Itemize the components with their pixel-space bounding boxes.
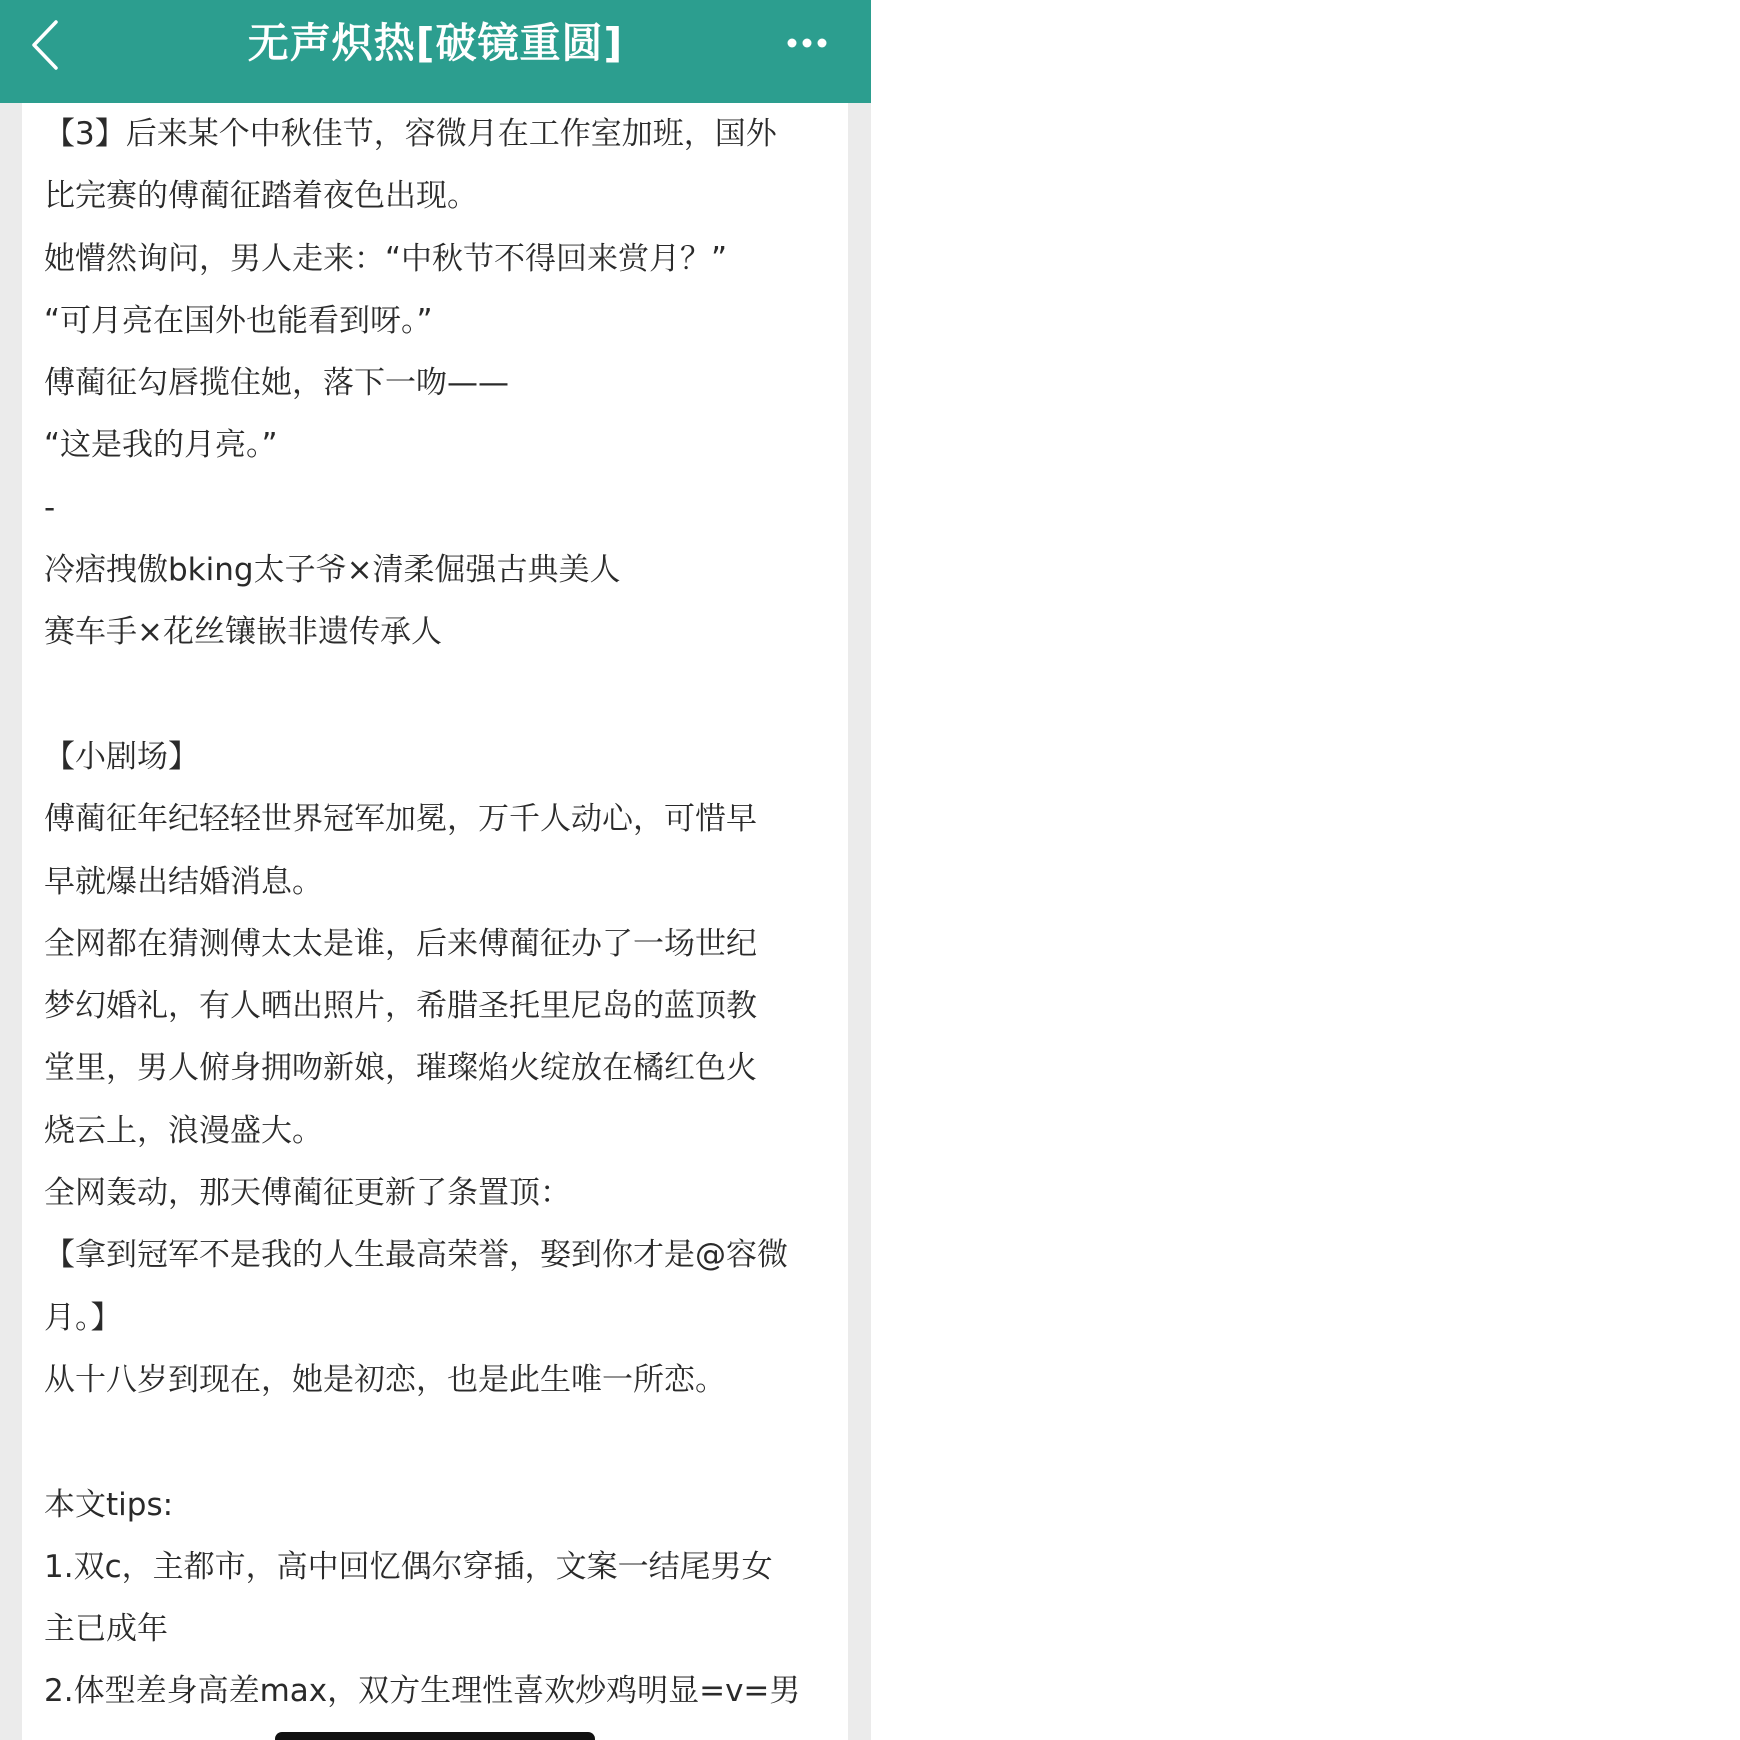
text-line: 全网都在猜测傅太太是谁，后来傅蔺征办了一场世纪 bbox=[44, 925, 757, 962]
text-line: 傅蔺征年纪轻轻世界冠军加冕，万千人动心，可惜早 bbox=[44, 801, 757, 838]
text-line: 冷痞拽傲bking太子爷×清柔倔强古典美人 bbox=[44, 552, 621, 589]
text-line: 2.体型差身高差max，双方生理性喜欢炒鸡明显=v=男 bbox=[44, 1673, 801, 1710]
article-content bbox=[22, 103, 848, 1740]
text-line: 【拿到冠军不是我的人生最高荣誉，娶到你才是@容微 bbox=[44, 1237, 788, 1274]
text-line: 全网轰动，那天傅蔺征更新了条置顶： bbox=[44, 1175, 571, 1212]
text-line: 早就爆出结婚消息。 bbox=[44, 863, 323, 900]
text-line: 主已成年 bbox=[44, 1611, 168, 1648]
text-line: 梦幻婚礼，有人晒出照片，希腊圣托里尼岛的蓝顶教 bbox=[44, 988, 757, 1025]
blank-line bbox=[44, 1411, 844, 1473]
text-line: 【3】后来某个中秋佳节，容微月在工作室加班，国外 bbox=[44, 116, 777, 152]
text-line: “可月亮在国外也能看到呀。” bbox=[44, 302, 433, 339]
text-line: 从十八岁到现在，她是初恋，也是此生唯一所恋。 bbox=[44, 1361, 726, 1398]
more-horizontal-icon bbox=[782, 22, 834, 64]
text-line: - bbox=[44, 489, 56, 526]
page-title: 无声炽热[破镜重圆] bbox=[247, 19, 624, 67]
text-line: “这是我的月亮。” bbox=[44, 427, 278, 464]
text-line: 比完赛的傅蔺征踏着夜色出现。 bbox=[44, 178, 478, 215]
text-line: 月。】 bbox=[44, 1299, 122, 1336]
text-line: 烧云上，浪漫盛大。 bbox=[44, 1112, 323, 1149]
text-line: 堂里，男人俯身拥吻新娘，璀璨焰火绽放在橘红色火 bbox=[44, 1050, 757, 1087]
text-line: 傅蔺征勾唇揽住她，落下一吻—— bbox=[44, 365, 509, 402]
article-body bbox=[44, 103, 844, 1723]
text-line: 本文tips: bbox=[44, 1486, 174, 1523]
nav-bar bbox=[0, 0, 871, 103]
text-line: 【小剧场】 bbox=[44, 738, 199, 775]
text-line: 她懵然询问，男人走来：“中秋节不得回来赏月？” bbox=[44, 240, 728, 277]
text-line: 1.双c，主都市，高中回忆偶尔穿插，文案一结尾男女 bbox=[44, 1548, 773, 1585]
text-line: 赛车手×花丝镶嵌非遗传承人 bbox=[44, 614, 442, 651]
home-indicator bbox=[275, 1732, 595, 1740]
blank-line bbox=[44, 664, 844, 726]
more-button[interactable] bbox=[782, 22, 834, 64]
